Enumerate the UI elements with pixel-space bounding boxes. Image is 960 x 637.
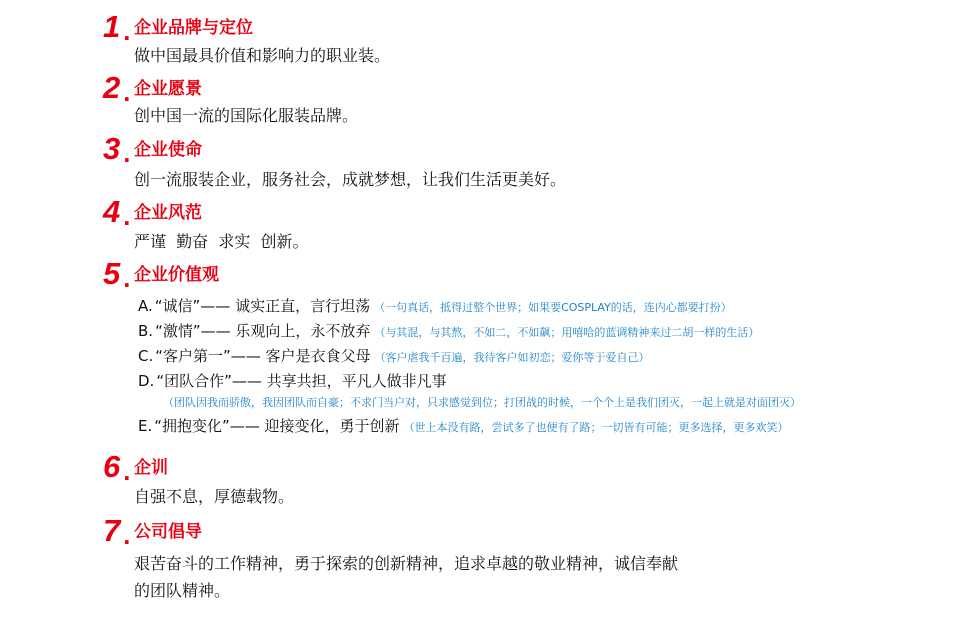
section-text-line: 艰苦奋斗的工作精神，勇于探索的创新精神，追求卓越的敬业精神，诚信奉献 xyxy=(134,554,679,573)
section-text-line: 的团队精神。 xyxy=(134,581,231,600)
section-text: 创中国一流的国际化服装品牌。 xyxy=(134,106,359,125)
item-note: （客户虐我千百遍，我待客户如初恋；爱你等于爱自己） xyxy=(374,351,650,364)
section-title: 企业品牌与定位 xyxy=(134,18,253,38)
section-text: 严谨 勤奋 求实 创新。 xyxy=(134,232,309,251)
heading-dot: . xyxy=(123,206,131,230)
value-item-passion xyxy=(138,321,759,343)
section-title: 企训 xyxy=(134,458,168,478)
section-title: 企业风范 xyxy=(134,203,202,223)
section-number: 5 xyxy=(103,256,121,291)
section-text: 自强不息，厚德载物。 xyxy=(134,487,295,506)
item-text: “激情”—— 乐观向上，永不放弃 xyxy=(155,322,371,340)
section-number: 4 xyxy=(103,194,121,229)
item-letter: C. xyxy=(138,347,154,365)
heading-dot: . xyxy=(123,268,131,292)
section-number: 1 xyxy=(103,9,121,44)
section-number: 3 xyxy=(103,131,121,166)
item-note: （一句真话，抵得过整个世界；如果要COSPLAY的话，连内心都要打扮） xyxy=(374,301,732,314)
item-text: “客户第一”—— 客户是衣食父母 xyxy=(155,347,371,365)
section-text: 创一流服装企业，服务社会，成就梦想，让我们生活更美好。 xyxy=(134,170,567,189)
item-text: “拥抱变化”—— 迎接变化，勇于创新 xyxy=(154,417,400,435)
value-item-teamwork xyxy=(138,371,447,391)
heading-dot: . xyxy=(123,82,131,106)
item-letter: B. xyxy=(138,322,154,340)
section-title: 公司倡导 xyxy=(134,522,202,542)
heading-dot: . xyxy=(123,461,131,485)
heading-dot: . xyxy=(123,525,131,549)
item-note: （团队因我而骄傲，我因团队而自豪；不求门当户对，只求感觉到位；打团战的时候，一个个上是我们团灭，一起上就是对面团灭） xyxy=(163,396,801,409)
section-number: 2 xyxy=(103,70,121,105)
item-text: “诚信”—— 诚实正直，言行坦荡 xyxy=(154,297,371,315)
heading-dot: . xyxy=(123,143,131,167)
value-item-integrity xyxy=(138,296,732,318)
section-number: 6 xyxy=(103,449,121,484)
item-text: “团队合作”—— 共享共担，平凡人做非凡事 xyxy=(156,372,447,390)
heading-dot: . xyxy=(123,21,131,45)
item-letter: A. xyxy=(138,297,153,315)
section-title: 企业使命 xyxy=(134,140,202,160)
value-item-customer-first xyxy=(138,346,650,368)
section-title: 企业价值观 xyxy=(134,265,219,285)
item-note: （与其混，与其熬，不如二，不如飙；用嘻哈的蓝调精神来过二胡一样的生活） xyxy=(374,326,760,339)
item-letter: E. xyxy=(138,417,153,435)
value-item-embrace-change xyxy=(138,416,789,438)
item-letter: D. xyxy=(138,372,155,390)
section-number: 7 xyxy=(103,513,121,548)
item-note: （世上本没有路，尝试多了也便有了路；一切皆有可能；更多选择，更多欢笑） xyxy=(403,421,789,434)
section-title: 企业愿景 xyxy=(134,79,202,99)
section-text: 做中国最具价值和影响力的职业装。 xyxy=(134,46,391,65)
